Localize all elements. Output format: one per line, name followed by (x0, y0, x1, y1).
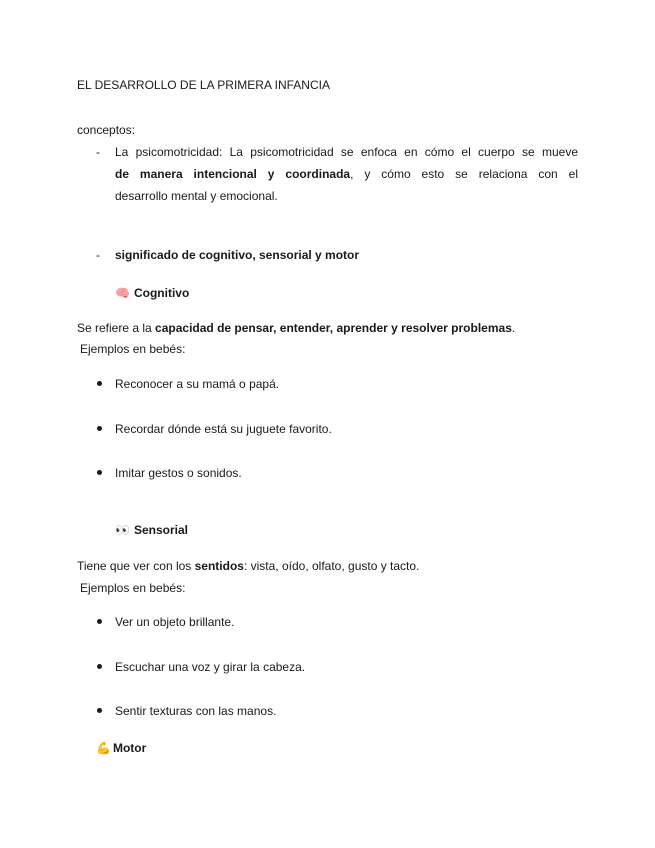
psico-bold: de manera intencional y coordinada (115, 167, 351, 181)
motor-heading (96, 740, 146, 756)
cognitivo-desc-bold: capacidad de pensar, entender, aprender y resolver problemas (155, 321, 512, 335)
motor-heading-text: Motor (112, 741, 147, 755)
flexed-biceps-icon: 💪 (96, 741, 111, 755)
list-item: Imitar gestos o sonidos. (115, 466, 242, 480)
sensorial-desc-prefix: Tiene que ver con los (77, 559, 195, 573)
sensorial-examples-label: Ejemplos en bebés: (80, 581, 186, 595)
brain-icon: 🧠 (115, 286, 130, 300)
sensorial-description (77, 558, 419, 574)
cognitivo-heading (115, 285, 189, 301)
bullet-icon (97, 470, 102, 475)
bullet-icon (97, 708, 102, 713)
cognitivo-heading-text: Cognitivo (133, 286, 190, 300)
list-item: Ver un objeto brillante. (115, 615, 235, 629)
bullet-icon (97, 619, 102, 624)
cognitivo-description (77, 320, 515, 336)
psico-line-3: desarrollo mental y emocional. (115, 189, 278, 203)
psico-rest: , y cómo esto se relaciona con el (350, 167, 578, 181)
conceptos-label: conceptos: (77, 123, 136, 137)
bullet-icon (97, 664, 102, 669)
list-item: Recordar dónde está su juguete favorito. (115, 422, 332, 436)
list-item: Escuchar una voz y girar la cabeza. (115, 660, 306, 674)
sensorial-desc-suffix: : vista, oído, olfato, gusto y tacto. (243, 559, 420, 573)
sensorial-desc-bold: sentidos (194, 559, 244, 573)
cognitivo-desc-prefix: Se refiere a la (77, 321, 156, 335)
dash-marker: - (96, 248, 100, 262)
document-title: EL DESARROLLO DE LA PRIMERA INFANCIA (77, 78, 330, 92)
list-item: Reconocer a su mamá o papá. (115, 377, 280, 391)
bullet-icon (97, 381, 102, 386)
sensorial-heading-text: Sensorial (133, 523, 188, 537)
sensorial-heading (115, 522, 188, 538)
bullet-icon (97, 426, 102, 431)
significado-heading: significado de cognitivo, sensorial y motor (115, 248, 360, 262)
psico-line-1: La psicomotricidad: La psicomotricidad se enfoca en cómo el cuerpo se mueve (115, 145, 578, 159)
dash-marker: - (96, 145, 100, 159)
list-item: Sentir texturas con las manos. (115, 704, 277, 718)
eyes-icon: 👀 (115, 523, 130, 537)
cognitivo-desc-suffix: . (511, 321, 516, 335)
cognitivo-examples-label: Ejemplos en bebés: (80, 342, 186, 356)
psico-line-2 (115, 166, 578, 182)
